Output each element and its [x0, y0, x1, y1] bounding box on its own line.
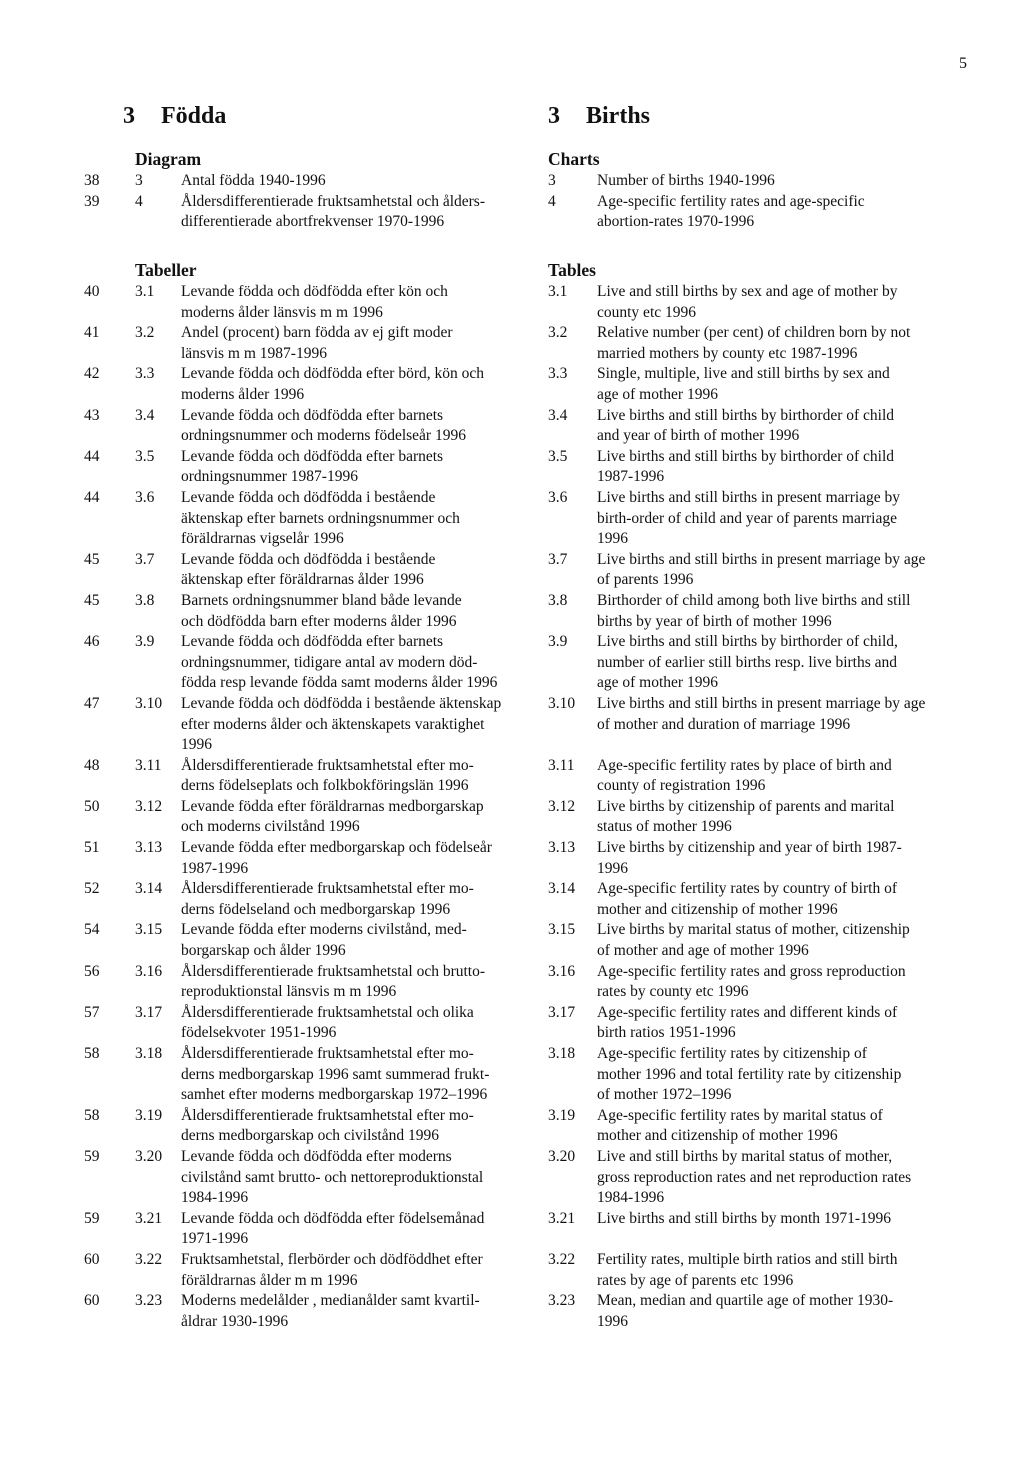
swedish-title-line: Levande födda och dödfödda efter moderns: [181, 1148, 452, 1165]
english-title: [597, 756, 977, 797]
english-title: [597, 1291, 977, 1332]
swedish-title: [181, 447, 541, 488]
swedish-title-line: Levande födda efter medborgarskap och födelseår: [181, 839, 492, 857]
english-title-line: birth-order of child and year of parents marriage: [597, 509, 897, 527]
diagram-heading: Diagram: [135, 149, 202, 169]
english-title-line: birth ratios 1951-1996: [597, 1024, 736, 1042]
page-ref: 60: [84, 1250, 100, 1268]
swedish-title: [181, 838, 541, 879]
item-number-en: 3.8: [548, 591, 568, 609]
item-number-en: 3.23: [548, 1292, 576, 1310]
item-number-sv: 3.18: [135, 1045, 163, 1063]
list-item: [0, 364, 1024, 405]
page-ref: 41: [84, 324, 100, 342]
item-number-sv: 3.5: [135, 447, 155, 465]
swedish-title-line: Åldersdifferentierade fruktsamhetstal och brutto-: [181, 962, 486, 980]
swedish-title-line: Levande födda och dödfödda i bestående: [181, 550, 436, 568]
swedish-title: [181, 171, 541, 192]
english-title: [597, 364, 977, 405]
list-item: [0, 838, 1024, 879]
item-number-en: 3.20: [548, 1148, 576, 1165]
english-title-line: rates by county etc 1996: [597, 983, 749, 1001]
english-title-line: 1996: [597, 530, 628, 548]
item-number-en: 3.3: [548, 365, 568, 383]
english-title-line: Live births and still births in present marriage by age: [597, 694, 926, 712]
swedish-title-line: Levande födda och dödfödda efter barnets: [181, 447, 444, 465]
swedish-title-line: Moderns medelålder , medianålder samt kvartil-: [181, 1292, 480, 1310]
swedish-title-line: samhet efter moderns medborgarskap 1972–1996: [181, 1086, 488, 1104]
list-item: [0, 192, 1024, 233]
tabeller-heading: Tabeller: [135, 260, 197, 280]
list-item: [0, 1291, 1024, 1332]
list-item: [0, 323, 1024, 364]
english-title-line: age of mother 1996: [597, 674, 718, 692]
page-ref: 44: [84, 488, 100, 506]
english-title-line: Live and still births by sex and age of mother by: [597, 283, 898, 300]
english-title-line: mother and citizenship of mother 1996: [597, 900, 838, 918]
english-title-line: Live births by citizenship of parents and marital: [597, 797, 895, 815]
list-item: [0, 756, 1024, 797]
swedish-title-line: differentierade abortfrekvenser 1970-1996: [181, 213, 445, 231]
swedish-title-line: derns medborgarskap och civilstånd 1996: [181, 1127, 439, 1145]
english-title-line: county of registration 1996: [597, 777, 766, 795]
page-ref: 58: [84, 1045, 100, 1063]
english-title: [597, 282, 977, 323]
english-title: [597, 591, 977, 632]
swedish-title: [181, 406, 541, 447]
english-title-line: Mean, median and quartile age of mother 1930-: [597, 1292, 894, 1310]
swedish-title-line: Levande födda och dödfödda efter födelsemånad: [181, 1209, 485, 1227]
item-number-en: 3.2: [548, 324, 568, 342]
list-item: [0, 488, 1024, 550]
list-item: [0, 550, 1024, 591]
page-ref: 43: [84, 406, 100, 424]
list-item: [0, 171, 1024, 192]
swedish-title-line: ordningsnummer 1987-1996: [181, 468, 358, 486]
list-item: [0, 1106, 1024, 1147]
list-item: [0, 1250, 1024, 1291]
swedish-title: [181, 962, 541, 1003]
swedish-title-line: åldrar 1930-1996: [181, 1312, 289, 1330]
swedish-title-line: Levande födda och dödfödda efter barnets: [181, 406, 444, 424]
english-title: [597, 171, 977, 192]
page-ref: 48: [84, 756, 100, 774]
english-title-line: Number of births 1940-1996: [597, 172, 775, 189]
swedish-title-line: 1984-1996: [181, 1189, 249, 1207]
english-title-line: and year of birth of mother 1996: [597, 427, 800, 445]
english-title-line: Live births and still births by month 1971-1996: [597, 1209, 892, 1227]
english-title: [597, 879, 977, 920]
page-ref: 52: [84, 880, 100, 898]
right-heading-title: Births: [586, 103, 651, 129]
page-ref: 59: [84, 1148, 100, 1165]
swedish-title: [181, 1209, 541, 1250]
item-number-sv: 3.6: [135, 488, 155, 506]
swedish-title-line: Levande födda efter föräldrarnas medborgarskap: [181, 797, 484, 815]
english-title-line: Fertility rates, multiple birth ratios and still birth: [597, 1250, 898, 1268]
english-title-line: of mother 1972–1996: [597, 1086, 732, 1104]
item-number-sv: 3.15: [135, 921, 163, 939]
english-title-line: status of mother 1996: [597, 818, 732, 836]
item-number-sv: 3.19: [135, 1106, 163, 1124]
swedish-title: [181, 550, 541, 591]
english-title-line: Live births by citizenship and year of birth 1987-: [597, 839, 902, 857]
english-title-line: number of earlier still births resp. live births and: [597, 653, 898, 671]
item-number-en: 3.13: [548, 839, 576, 857]
left-heading-number: 3: [123, 103, 135, 129]
swedish-title-line: Åldersdifferentierade fruktsamhetstal och olika: [181, 1003, 474, 1021]
item-number-sv: 3.13: [135, 839, 163, 857]
swedish-title: [181, 1003, 541, 1044]
swedish-title-line: Levande födda efter moderns civilstånd, med-: [181, 921, 467, 939]
english-title-line: mother 1996 and total fertility rate by citizenship: [597, 1065, 902, 1083]
left-heading: [123, 103, 226, 130]
swedish-title-line: Åldersdifferentierade fruktsamhetstal efter mo-: [181, 880, 474, 898]
english-title-line: Live births and still births by birthorder of child,: [597, 633, 898, 651]
english-title-line: Age-specific fertility rates by marital status of: [597, 1106, 883, 1124]
page-ref: 56: [84, 962, 100, 980]
diagram-list: [0, 171, 1024, 233]
list-item: [0, 694, 1024, 756]
swedish-title-line: derns födelseland och medborgarskap 1996: [181, 900, 451, 918]
swedish-title-line: civilstånd samt brutto- och nettoreproduktionstal: [181, 1168, 484, 1186]
swedish-title-line: Åldersdifferentierade fruktsamhetstal efter mo-: [181, 1106, 474, 1124]
list-item: [0, 879, 1024, 920]
item-number-en: 3.4: [548, 406, 568, 424]
swedish-title-line: Åldersdifferentierade fruktsamhetstal efter mo-: [181, 756, 474, 774]
english-title-line: Live births and still births by birthorder of child: [597, 406, 895, 424]
item-number-sv: 3.12: [135, 797, 163, 815]
swedish-title-line: 1971-1996: [181, 1230, 249, 1248]
swedish-title-line: moderns ålder länsvis m m 1996: [181, 303, 383, 321]
charts-heading: Charts: [548, 149, 600, 169]
page-ref: 54: [84, 921, 100, 939]
english-title: [597, 1044, 977, 1106]
list-item: [0, 447, 1024, 488]
english-title-line: of parents 1996: [597, 571, 694, 589]
item-number-sv: 3.10: [135, 694, 163, 712]
list-item: [0, 1209, 1024, 1250]
swedish-title-line: Levande födda och dödfödda i bestående: [181, 488, 436, 506]
page-ref: 42: [84, 365, 100, 383]
english-title-line: births by year of birth of mother 1996: [597, 612, 832, 630]
list-item: [0, 920, 1024, 961]
item-number-sv: 3.1: [135, 283, 155, 300]
item-number-en: 3.15: [548, 921, 576, 939]
item-number-sv: 3.16: [135, 962, 163, 980]
english-title-line: Birthorder of child among both live births and still: [597, 591, 911, 609]
swedish-title-line: Åldersdifferentierade fruktsamhetstal efter mo-: [181, 1045, 474, 1063]
swedish-title-line: och dödfödda barn efter moderns ålder 1996: [181, 612, 457, 630]
item-number-sv: 3.23: [135, 1292, 163, 1310]
english-title-line: married mothers by county etc 1987-1996: [597, 344, 858, 362]
item-number-en: 4: [548, 192, 556, 210]
swedish-title-line: reproduktionstal länsvis m m 1996: [181, 983, 397, 1001]
swedish-title-line: födda resp levande födda samt moderns ålder 1996: [181, 674, 498, 692]
swedish-title-line: Levande födda och dödfödda i bestående äktenskap: [181, 694, 502, 712]
item-number-en: 3.16: [548, 962, 576, 980]
item-number-en: 3.17: [548, 1003, 576, 1021]
english-title-line: Live births and still births by birthorder of child: [597, 447, 895, 465]
english-title-line: Live births and still births in present marriage by: [597, 488, 901, 506]
english-title: [597, 797, 977, 838]
english-title-line: gross reproduction rates and net reproduction rates: [597, 1168, 912, 1186]
page-ref: 47: [84, 694, 100, 712]
english-title-line: Live and still births by marital status of mother,: [597, 1148, 893, 1165]
item-number-en: 3.10: [548, 694, 576, 712]
item-number-sv: 3.14: [135, 880, 163, 898]
swedish-title-line: ordningsnummer, tidigare antal av modern död-: [181, 653, 478, 671]
english-title: [597, 920, 977, 961]
swedish-title: [181, 1044, 541, 1106]
swedish-title-line: Levande födda och dödfödda efter börd, kön och: [181, 365, 484, 383]
list-item: [0, 406, 1024, 447]
page-ref: 45: [84, 550, 100, 568]
page-ref: 58: [84, 1106, 100, 1124]
item-number-en: 3.18: [548, 1045, 576, 1063]
swedish-title: [181, 920, 541, 961]
english-title: [597, 323, 977, 364]
english-title: [597, 1003, 977, 1044]
list-item: [0, 962, 1024, 1003]
english-title-line: of mother and age of mother 1996: [597, 942, 809, 960]
english-title-line: 1984-1996: [597, 1189, 665, 1207]
english-title-line: 1987-1996: [597, 468, 665, 486]
swedish-title-line: Barnets ordningsnummer bland både levande: [181, 591, 462, 609]
swedish-title-line: 1996: [181, 736, 212, 754]
item-number-en: 3.6: [548, 488, 568, 506]
english-title: [597, 1250, 977, 1291]
list-item: [0, 1147, 1024, 1209]
swedish-title: [181, 756, 541, 797]
swedish-title-line: borgarskap och ålder 1996: [181, 942, 346, 960]
swedish-title: [181, 1106, 541, 1147]
item-number-en: 3: [548, 172, 556, 189]
item-number-sv: 3.20: [135, 1148, 163, 1165]
swedish-title-line: 1987-1996: [181, 859, 249, 877]
item-number-en: 3.14: [548, 880, 576, 898]
page-ref: 59: [84, 1209, 100, 1227]
english-title-line: Age-specific fertility rates and age-specific: [597, 192, 865, 210]
swedish-title: [181, 282, 541, 323]
english-title: [597, 838, 977, 879]
swedish-title-line: Levande födda och dödfödda efter kön och: [181, 283, 448, 300]
english-title: [597, 632, 977, 694]
swedish-title: [181, 364, 541, 405]
swedish-title: [181, 1250, 541, 1291]
table-list: [0, 282, 1024, 1332]
item-number-sv: 3.21: [135, 1209, 163, 1227]
list-item: [0, 632, 1024, 694]
swedish-title-line: Antal födda 1940-1996: [181, 172, 326, 189]
english-title-line: county etc 1996: [597, 303, 697, 321]
swedish-title-line: föräldrarnas vigselår 1996: [181, 530, 344, 548]
english-title-line: Live births by marital status of mother, citizenship: [597, 921, 910, 939]
english-title-line: 1996: [597, 859, 628, 877]
swedish-title-line: äktenskap efter föräldrarnas ålder 1996: [181, 571, 424, 589]
item-number-en: 3.7: [548, 550, 568, 568]
swedish-title: [181, 879, 541, 920]
list-item: [0, 591, 1024, 632]
english-title-line: age of mother 1996: [597, 385, 718, 403]
page-ref: 40: [84, 283, 100, 300]
item-number-en: 3.19: [548, 1106, 576, 1124]
item-number-sv: 3.9: [135, 633, 155, 651]
item-number-sv: 3.2: [135, 324, 155, 342]
swedish-title: [181, 632, 541, 694]
item-number-en: 3.11: [548, 756, 575, 774]
item-number-en: 3.22: [548, 1250, 576, 1268]
swedish-title-line: efter moderns ålder och äktenskapets varaktighet: [181, 715, 485, 733]
tables-heading: Tables: [548, 260, 596, 280]
list-item: [0, 282, 1024, 323]
english-title: [597, 488, 977, 550]
english-title-line: abortion-rates 1970-1996: [597, 213, 755, 231]
item-number-sv: 3.7: [135, 550, 155, 568]
swedish-title: [181, 591, 541, 632]
swedish-title: [181, 694, 541, 756]
swedish-title-line: och moderns civilstånd 1996: [181, 818, 360, 836]
page-ref: 38: [84, 172, 100, 189]
swedish-title: [181, 323, 541, 364]
english-title-line: Relative number (per cent) of children born by not: [597, 324, 911, 342]
swedish-title-line: Levande födda och dödfödda efter barnets: [181, 633, 444, 651]
english-title-line: mother and citizenship of mother 1996: [597, 1127, 838, 1145]
english-title: [597, 447, 977, 488]
page-ref: 46: [84, 633, 100, 651]
swedish-title-line: moderns ålder 1996: [181, 385, 305, 403]
list-item: [0, 1003, 1024, 1044]
english-title: [597, 1106, 977, 1147]
english-title: [597, 962, 977, 1003]
swedish-title-line: äktenskap efter barnets ordningsnummer och: [181, 509, 460, 527]
item-number-en: 3.1: [548, 283, 568, 300]
item-number-en: 3.12: [548, 797, 576, 815]
english-title-line: Age-specific fertility rates and different kinds of: [597, 1003, 898, 1021]
page-ref: 51: [84, 839, 100, 857]
swedish-title: [181, 1291, 541, 1332]
item-number-sv: 3.8: [135, 591, 155, 609]
swedish-title-line: födelsekvoter 1951-1996: [181, 1024, 337, 1042]
item-number-en: 3.21: [548, 1209, 576, 1227]
swedish-title-line: Andel (procent) barn födda av ej gift moder: [181, 324, 453, 342]
swedish-title-line: derns medborgarskap 1996 samt summerad frukt-: [181, 1065, 490, 1083]
english-title-line: Live births and still births in present marriage by age: [597, 550, 926, 568]
page-ref: 57: [84, 1003, 100, 1021]
item-number-en: 3.5: [548, 447, 568, 465]
english-title-line: Age-specific fertility rates by citizenship of: [597, 1045, 867, 1063]
english-title: [597, 1147, 977, 1209]
item-number-en: 3.9: [548, 633, 568, 651]
english-title: [597, 192, 977, 233]
item-number-sv: 3.3: [135, 365, 155, 383]
swedish-title-line: länsvis m m 1987-1996: [181, 344, 327, 362]
swedish-title-line: ordningsnummer och moderns födelseår 1996: [181, 427, 466, 445]
english-title-line: of mother and duration of marriage 1996: [597, 715, 851, 733]
page-ref: 39: [84, 192, 100, 210]
swedish-title: [181, 488, 541, 550]
item-number-sv: 3.11: [135, 756, 162, 774]
page-ref: 45: [84, 591, 100, 609]
left-heading-title: Födda: [161, 103, 227, 129]
item-number-sv: 4: [135, 192, 143, 210]
swedish-title-line: Åldersdifferentierade fruktsamhetstal och ålders-: [181, 192, 485, 210]
page-ref: 44: [84, 447, 100, 465]
item-number-sv: 3.22: [135, 1250, 163, 1268]
english-title: [597, 694, 977, 735]
right-heading: [548, 103, 650, 130]
english-title-line: Age-specific fertility rates by country of birth of: [597, 880, 897, 898]
swedish-title-line: föräldrarnas ålder m m 1996: [181, 1271, 358, 1289]
english-title-line: Age-specific fertility rates and gross reproduction: [597, 962, 906, 980]
right-heading-number: 3: [548, 103, 560, 129]
item-number-sv: 3.4: [135, 406, 155, 424]
list-item: [0, 1044, 1024, 1106]
english-title-line: Age-specific fertility rates by place of birth and: [597, 756, 892, 774]
swedish-title-line: Fruktsamhetstal, flerbörder och dödföddhet efter: [181, 1250, 483, 1268]
page-number: 5: [959, 55, 967, 72]
english-title: [597, 550, 977, 591]
swedish-title-line: derns födelseplats och folkbokföringslän 1996: [181, 777, 469, 795]
english-title: [597, 1209, 977, 1230]
item-number-sv: 3.17: [135, 1003, 163, 1021]
swedish-title: [181, 1147, 541, 1209]
item-number-sv: 3: [135, 172, 143, 189]
list-item: [0, 797, 1024, 838]
english-title-line: Single, multiple, live and still births by sex and: [597, 365, 890, 383]
page-ref: 50: [84, 797, 100, 815]
page-ref: 60: [84, 1292, 100, 1310]
swedish-title: [181, 797, 541, 838]
english-title-line: 1996: [597, 1312, 628, 1330]
english-title: [597, 406, 977, 447]
swedish-title: [181, 192, 541, 233]
english-title-line: rates by age of parents etc 1996: [597, 1271, 794, 1289]
